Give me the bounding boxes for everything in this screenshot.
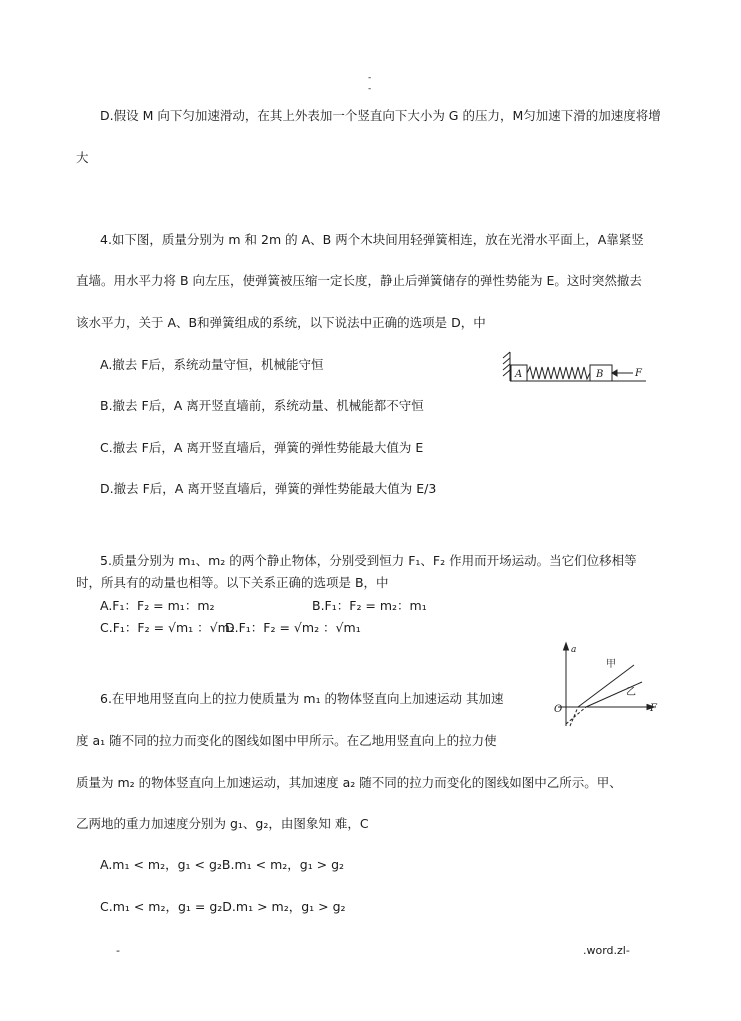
q5-stem-line2: 时，所具有的动量也相等。以下关系正确的选项是 B，中 xyxy=(76,575,389,590)
q3-option-d-line1: D.假设 M 向下匀加速滑动，在其上外表加一个竖直向下大小为 G 的压力，M匀加速下滑的加速度将增 xyxy=(100,108,661,123)
q5-option-c: C.F₁：F₂ = √m₁ ：√m₂ xyxy=(100,620,235,635)
header-mark-top: - xyxy=(368,73,372,83)
q5-option-b: B.F₁：F₂ = m₂：m₁ xyxy=(312,598,427,613)
block-a-label: A xyxy=(515,369,523,380)
q5-option-a: A.F₁：F₂ = m₁：m₂ xyxy=(100,598,215,613)
acceleration-force-graph xyxy=(550,640,665,730)
line-jia-label: 甲 xyxy=(606,659,616,670)
q4-stem-line3: 该水平力，关于 A、B和弹簧组成的系统，以下说法中正确的选项是 D，中 xyxy=(76,315,486,330)
header-mark-bottom: - xyxy=(368,84,372,94)
q4-option-c: C.撤去 F后，A 离开竖直墙后，弹簧的弹性势能最大值为 E xyxy=(100,440,424,455)
footer-right: .word.zl- xyxy=(583,944,630,957)
q4-option-b: B.撤去 F后，A 离开竖直墙前，系统动量、机械能都不守恒 xyxy=(100,398,424,413)
q4-stem-line2: 直墙。用水平力将 B 向左压，使弹簧被压缩一定长度，静止后弹簧储存的弹性势能为 E。这时突然撤去 xyxy=(76,273,642,288)
q6-stem-line3: 质量为 m₂ 的物体竖直向上加速运动，其加速度 a₂ 随不同的拉力而变化的图线如图中乙所示。甲、 xyxy=(76,775,622,790)
q6-options-ab: A.m₁ < m₂，g₁ < g₂B.m₁ < m₂，g₁ > g₂ xyxy=(100,857,345,872)
q4-option-a: A.撤去 F后，系统动量守恒，机械能守恒 xyxy=(100,357,324,372)
block-b-label: B xyxy=(596,369,604,380)
axis-f-label: F xyxy=(650,703,657,714)
q6-stem-line4: 乙两地的重力加速度分别为 g₁、g₂，由图象知 难，C xyxy=(76,816,369,831)
force-f-label: F xyxy=(635,368,642,379)
footer-left: - xyxy=(116,944,120,957)
q5-stem-line1: 5.质量分别为 m₁、m₂ 的两个静止物体，分别受到恒力 F₁、F₂ 作用而开场运动。当它们位移相等 xyxy=(100,553,637,568)
origin-label: O xyxy=(554,704,563,715)
spring-blocks-figure xyxy=(500,348,650,384)
line-yi-label: 乙 xyxy=(626,687,636,698)
q5-option-d: D.F₁：F₂ = √m₂ ：√m₁ xyxy=(225,620,361,635)
q3-option-d-line2: 大 xyxy=(76,150,89,165)
q6-options-cd: C.m₁ < m₂，g₁ = g₂D.m₁ > m₂，g₁ > g₂ xyxy=(100,899,346,914)
q6-stem-line2: 度 a₁ 随不同的拉力而变化的图线如图中甲所示。在乙地用竖直向上的拉力使 xyxy=(76,733,497,748)
axis-a-label: a xyxy=(571,645,577,655)
q6-stem-line1: 6.在甲地用竖直向上的拉力使质量为 m₁ 的物体竖直向上加速运动 其加速 xyxy=(100,691,504,706)
q4-option-d: D.撤去 F后，A 离开竖直墙后，弹簧的弹性势能最大值为 E/3 xyxy=(100,481,437,496)
q4-stem-line1: 4.如下图，质量分别为 m 和 2m 的 A、B 两个木块间用轻弹簧相连，放在光滑水平面上，A靠紧竖 xyxy=(100,232,644,247)
